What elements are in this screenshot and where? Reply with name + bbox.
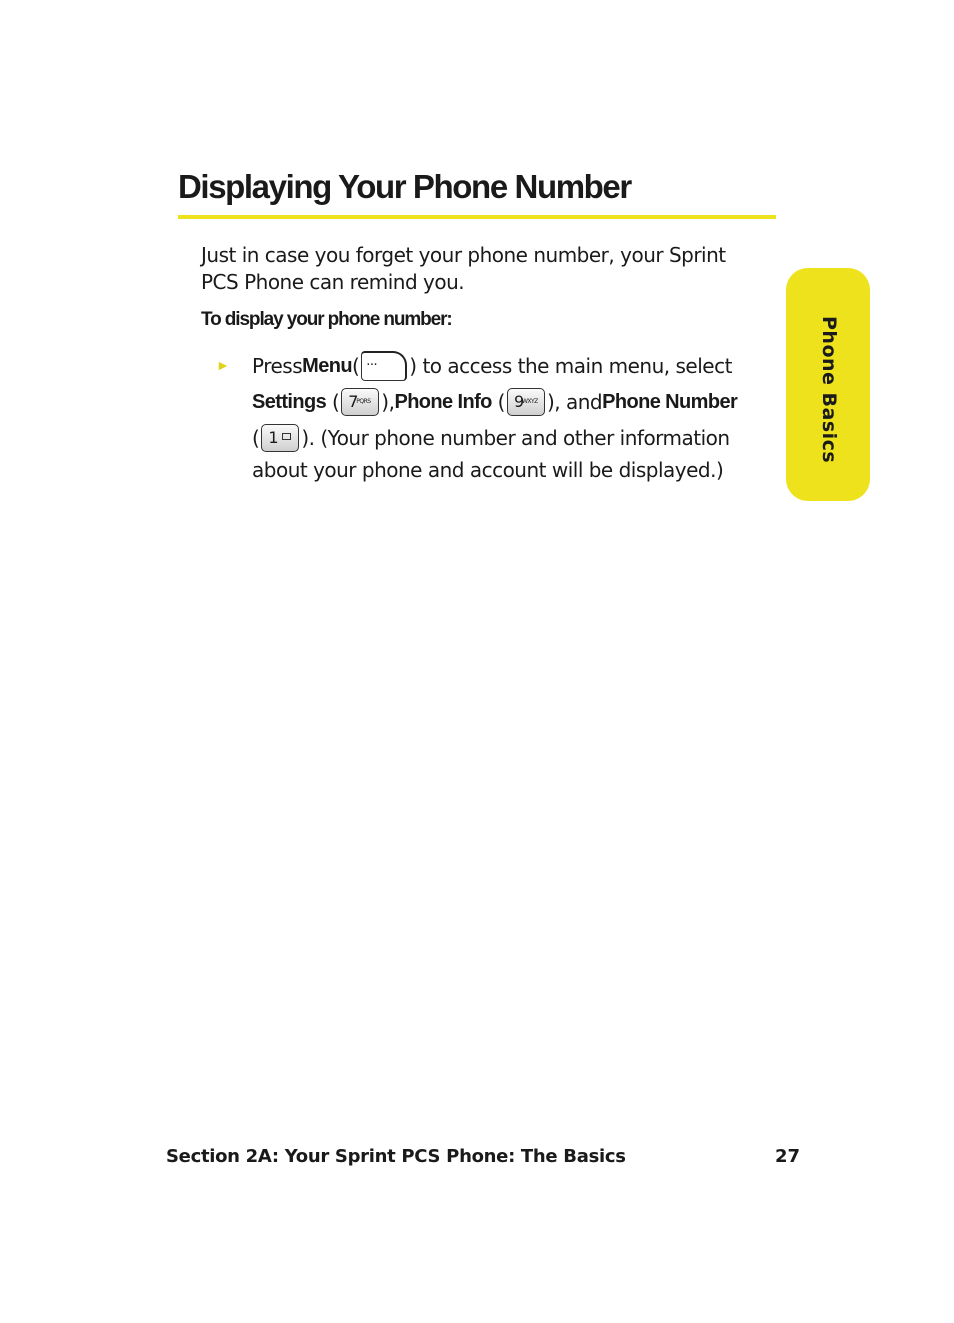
triangle-bullet-icon: ►	[216, 357, 230, 373]
key-1-icon: 1	[261, 424, 299, 452]
envelope-icon	[282, 433, 291, 440]
step-line-3: ( 1 ). (Your phone number and other information	[252, 426, 730, 450]
procedure-heading: To display your phone number:	[201, 309, 452, 330]
page-number: 27	[775, 1146, 801, 1167]
side-tab-label: Phone Basics	[818, 316, 840, 464]
phone-info-label: Phone Info	[394, 390, 492, 413]
key-7-icon: 7 PQRS	[341, 388, 379, 416]
step-line-2: Settings ( 7 PQRS ), Phone Info ( 9 WXYZ ), and Phone Number	[252, 390, 738, 414]
step-line-1: Press Menu ( ··· ) to access the main menu, select	[252, 348, 762, 384]
step-line-4: about your phone and account will be displayed.)	[252, 458, 724, 482]
phone-number-label: Phone Number	[602, 390, 738, 413]
procedure-step	[252, 348, 762, 484]
key-9-icon: 9 WXYZ	[507, 388, 545, 416]
menu-label: Menu	[302, 354, 352, 377]
settings-label: Settings	[252, 390, 327, 413]
intro-paragraph: Just in case you forget your phone number, your Sprint PCS Phone can remind you.	[201, 243, 726, 294]
menu-softkey-icon: ···	[361, 351, 407, 381]
title-underline	[178, 215, 776, 219]
page-title: Displaying Your Phone Number	[178, 168, 631, 205]
footer-section-title: Section 2A: Your Sprint PCS Phone: The Basics	[166, 1146, 626, 1167]
